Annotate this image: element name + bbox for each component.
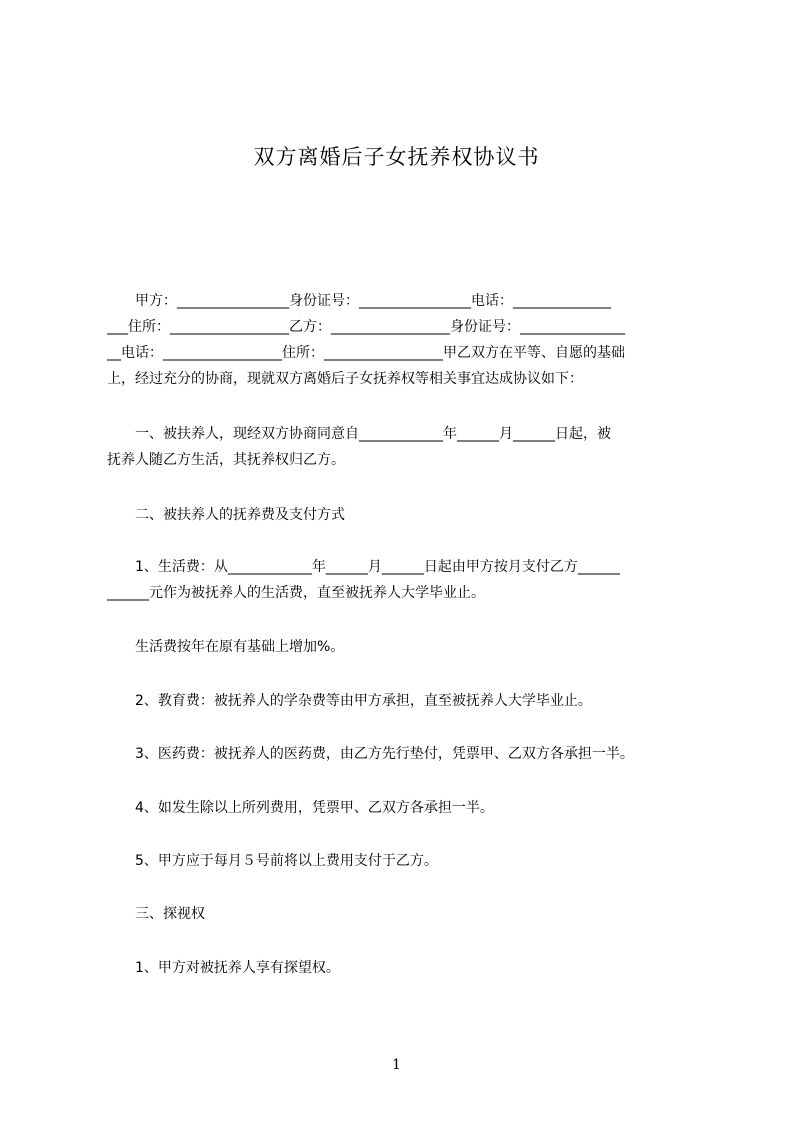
clause-1-paragraph [107, 421, 701, 473]
section-3-heading-text: 三、探视权 [107, 906, 205, 922]
document-title: 双方离婚后子女抚养权协议书 [253, 145, 540, 169]
page-number: 1 [392, 1057, 401, 1073]
living-expense-paragraph [107, 554, 701, 606]
section-2-heading [107, 502, 701, 528]
medical-paragraph [107, 741, 701, 767]
visitation-paragraph [107, 955, 701, 981]
section-2-heading-text: 二、被扶养人的抚养费及支付方式 [107, 507, 345, 523]
intro-line-4: 上，经过充分的协商，现就双方离婚后子女抚养权等相关事宜达成协议如下： [107, 371, 583, 387]
other-expense-text: 4、如发生除以上所列费用，凭票甲、乙双方各承担一半。 [107, 800, 494, 816]
living-increase-text: 生活费按年在原有基础上增加%。 [107, 639, 345, 655]
education-text: 2、教育费：被抚养人的学杂费等由甲方承担，直至被抚养人大学毕业止。 [107, 693, 592, 709]
living-expense-line-1: 1、生活费：从____________年______月______日起由甲方按月支付乙方______ [107, 559, 620, 575]
section-3-heading [107, 901, 701, 927]
medical-text: 3、医药费：被抚养人的医药费，由乙方先行垫付，凭票甲、乙双方各承担一半。 [107, 746, 634, 762]
other-expense-paragraph [107, 795, 701, 821]
payment-date-paragraph [107, 848, 701, 874]
education-paragraph [107, 688, 701, 714]
living-increase-paragraph [107, 634, 701, 660]
payment-date-text: 5、甲方应于每月５号前将以上费用支付于乙方。 [107, 853, 438, 869]
visitation-text: 1、甲方对被抚养人享有探望权。 [107, 960, 340, 976]
clause-1-line-2: 抚养人随乙方生活，其抚养权归乙方。 [107, 452, 345, 468]
living-expense-line-2: ______元作为被抚养人的生活费，直至被抚养人大学毕业止。 [107, 585, 485, 601]
intro-line-2: ___住所：_________________乙方：_________________身份证号：_______________ [107, 319, 625, 335]
intro-line-1: 甲方：________________身份证号：________________电话：______________ [107, 293, 611, 309]
intro-line-3: __电话：_________________住所：_________________甲乙双方在平等、自愿的基础 [107, 345, 625, 361]
clause-1-line-1: 一、被扶养人，现经双方协商同意自____________年______月______日起，被 [107, 426, 611, 442]
intro-paragraph [107, 288, 701, 392]
